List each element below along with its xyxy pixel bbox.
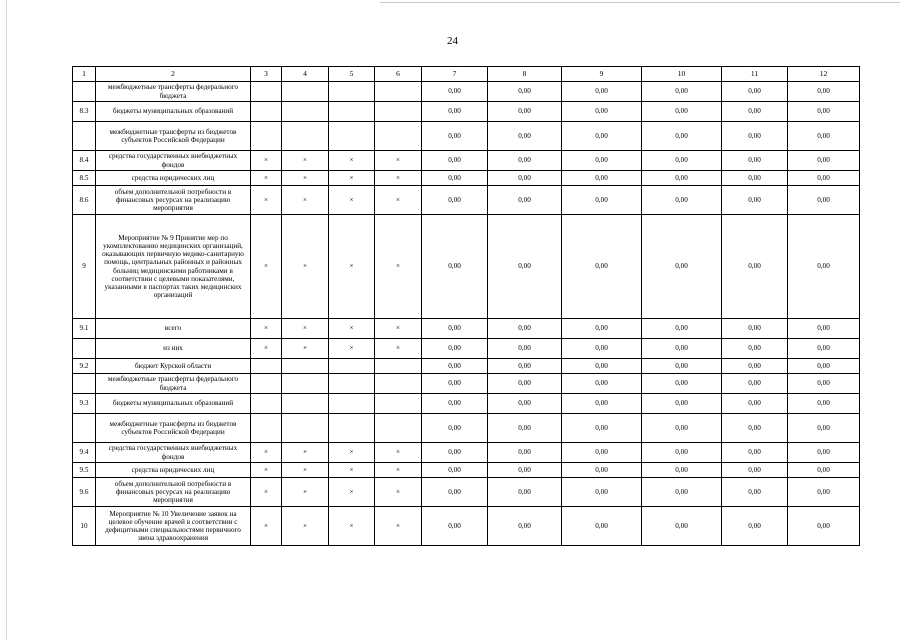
value-cell: 0,00 — [722, 319, 788, 339]
value-cell: 0,00 — [642, 151, 722, 171]
table-row — [73, 319, 860, 339]
mark-cell: × — [282, 478, 329, 507]
value-cell: 0,00 — [642, 82, 722, 102]
value-cell: 0,00 — [422, 507, 488, 546]
value-cell: 0,00 — [562, 82, 642, 102]
mark-cell: × — [329, 507, 375, 546]
mark-cell: × — [251, 478, 282, 507]
mark-cell: × — [375, 151, 422, 171]
table-row — [73, 507, 860, 546]
row-name-cell: объем дополнительной потребности в финансовых ресурсах на реализацию мероприятия — [96, 478, 251, 507]
value-cell: 0,00 — [642, 339, 722, 359]
mark-cell — [375, 82, 422, 102]
row-number-cell: 9.6 — [73, 478, 96, 507]
mark-cell: × — [251, 186, 282, 215]
row-name-cell: средства государственных внебюджетных фондов — [96, 151, 251, 171]
value-cell: 0,00 — [788, 374, 860, 394]
table-row — [73, 443, 860, 463]
value-cell: 0,00 — [562, 102, 642, 122]
header-cell: 12 — [788, 67, 860, 82]
mark-cell: × — [282, 507, 329, 546]
value-cell: 0,00 — [488, 394, 562, 414]
value-cell: 0,00 — [562, 151, 642, 171]
row-number-cell — [73, 414, 96, 443]
value-cell: 0,00 — [722, 463, 788, 478]
value-cell: 0,00 — [642, 319, 722, 339]
row-name-cell: бюджет Курской области — [96, 359, 251, 374]
value-cell: 0,00 — [722, 359, 788, 374]
mark-cell: × — [251, 507, 282, 546]
header-cell: 9 — [562, 67, 642, 82]
mark-cell: × — [282, 463, 329, 478]
mark-cell: × — [375, 339, 422, 359]
mark-cell — [282, 414, 329, 443]
value-cell: 0,00 — [422, 374, 488, 394]
mark-cell — [282, 359, 329, 374]
value-cell: 0,00 — [722, 82, 788, 102]
value-cell: 0,00 — [642, 507, 722, 546]
value-cell: 0,00 — [788, 122, 860, 151]
value-cell: 0,00 — [722, 215, 788, 319]
header-cell: 5 — [329, 67, 375, 82]
mark-cell — [375, 359, 422, 374]
value-cell: 0,00 — [562, 339, 642, 359]
value-cell: 0,00 — [422, 151, 488, 171]
value-cell: 0,00 — [562, 186, 642, 215]
value-cell: 0,00 — [562, 215, 642, 319]
value-cell: 0,00 — [422, 102, 488, 122]
value-cell: 0,00 — [422, 186, 488, 215]
value-cell: 0,00 — [722, 443, 788, 463]
value-cell: 0,00 — [422, 414, 488, 443]
mark-cell — [329, 394, 375, 414]
mark-cell — [251, 102, 282, 122]
value-cell: 0,00 — [642, 414, 722, 443]
table-row — [73, 414, 860, 443]
mark-cell: × — [375, 186, 422, 215]
header-row — [73, 67, 860, 82]
mark-cell — [251, 122, 282, 151]
mark-cell — [329, 359, 375, 374]
value-cell: 0,00 — [488, 171, 562, 186]
table-row — [73, 151, 860, 171]
mark-cell: × — [282, 215, 329, 319]
row-name-cell: средства юридических лиц — [96, 463, 251, 478]
mark-cell — [375, 394, 422, 414]
table-row — [73, 215, 860, 319]
mark-cell: × — [375, 215, 422, 319]
mark-cell: × — [329, 186, 375, 215]
value-cell: 0,00 — [422, 443, 488, 463]
row-number-cell: 9.4 — [73, 443, 96, 463]
mark-cell: × — [329, 171, 375, 186]
mark-cell — [329, 82, 375, 102]
value-cell: 0,00 — [562, 463, 642, 478]
mark-cell — [251, 82, 282, 102]
top-scan-line — [380, 2, 900, 3]
row-number-cell — [73, 122, 96, 151]
value-cell: 0,00 — [562, 171, 642, 186]
value-cell: 0,00 — [642, 122, 722, 151]
mark-cell: × — [375, 507, 422, 546]
row-number-cell: 9.3 — [73, 394, 96, 414]
mark-cell: × — [282, 339, 329, 359]
value-cell: 0,00 — [562, 122, 642, 151]
row-name-cell: всего — [96, 319, 251, 339]
row-name-cell: Мероприятие № 10 Увеличение заявок на целевое обучение врачей в соответствии с дефицитными специальностями первичного звена здравоохранения — [96, 507, 251, 546]
mark-cell: × — [329, 463, 375, 478]
mark-cell: × — [375, 319, 422, 339]
header-cell: 2 — [96, 67, 251, 82]
value-cell: 0,00 — [488, 319, 562, 339]
mark-cell: × — [251, 463, 282, 478]
mark-cell — [251, 359, 282, 374]
header-cell: 10 — [642, 67, 722, 82]
value-cell: 0,00 — [788, 443, 860, 463]
row-name-cell: межбюджетные трансферты федерального бюджета — [96, 82, 251, 102]
header-cell: 7 — [422, 67, 488, 82]
value-cell: 0,00 — [488, 82, 562, 102]
value-cell: 0,00 — [642, 463, 722, 478]
value-cell: 0,00 — [642, 478, 722, 507]
header-cell: 8 — [488, 67, 562, 82]
value-cell: 0,00 — [488, 102, 562, 122]
value-cell: 0,00 — [722, 414, 788, 443]
mark-cell — [375, 102, 422, 122]
value-cell: 0,00 — [642, 171, 722, 186]
value-cell: 0,00 — [722, 478, 788, 507]
mark-cell: × — [375, 171, 422, 186]
value-cell: 0,00 — [722, 171, 788, 186]
mark-cell: × — [329, 478, 375, 507]
page-edge-line — [6, 0, 7, 640]
value-cell: 0,00 — [788, 186, 860, 215]
mark-cell: × — [329, 215, 375, 319]
mark-cell — [329, 102, 375, 122]
value-cell: 0,00 — [788, 215, 860, 319]
value-cell: 0,00 — [488, 359, 562, 374]
row-number-cell: 8.4 — [73, 151, 96, 171]
row-name-cell: межбюджетные трансферты федерального бюджета — [96, 374, 251, 394]
value-cell: 0,00 — [422, 82, 488, 102]
mark-cell — [282, 394, 329, 414]
value-cell: 0,00 — [788, 359, 860, 374]
value-cell: 0,00 — [422, 319, 488, 339]
value-cell: 0,00 — [488, 151, 562, 171]
row-number-cell — [73, 374, 96, 394]
row-number-cell: 9 — [73, 215, 96, 319]
row-name-cell: из них — [96, 339, 251, 359]
table-row — [73, 463, 860, 478]
value-cell: 0,00 — [788, 151, 860, 171]
mark-cell: × — [251, 151, 282, 171]
row-name-cell: межбюджетные трансферты из бюджетов субъектов Российской Федерации — [96, 122, 251, 151]
value-cell: 0,00 — [642, 102, 722, 122]
value-cell: 0,00 — [642, 359, 722, 374]
value-cell: 0,00 — [788, 339, 860, 359]
value-cell: 0,00 — [722, 507, 788, 546]
value-cell: 0,00 — [722, 374, 788, 394]
row-number-cell — [73, 339, 96, 359]
value-cell: 0,00 — [488, 215, 562, 319]
table-row — [73, 82, 860, 102]
value-cell: 0,00 — [788, 102, 860, 122]
value-cell: 0,00 — [788, 82, 860, 102]
mark-cell — [329, 122, 375, 151]
mark-cell — [375, 122, 422, 151]
table-row — [73, 394, 860, 414]
value-cell: 0,00 — [488, 186, 562, 215]
mark-cell — [329, 414, 375, 443]
value-cell: 0,00 — [788, 319, 860, 339]
table-row — [73, 102, 860, 122]
row-name-cell: объем дополнительной потребности в финансовых ресурсах на реализацию мероприятия — [96, 186, 251, 215]
value-cell: 0,00 — [642, 374, 722, 394]
value-cell: 0,00 — [722, 186, 788, 215]
header-cell: 11 — [722, 67, 788, 82]
row-number-cell: 8.6 — [73, 186, 96, 215]
table-row — [73, 171, 860, 186]
mark-cell: × — [282, 151, 329, 171]
table-row — [73, 359, 860, 374]
value-cell: 0,00 — [722, 339, 788, 359]
value-cell: 0,00 — [722, 151, 788, 171]
value-cell: 0,00 — [562, 374, 642, 394]
budget-table — [72, 66, 860, 546]
value-cell: 0,00 — [788, 478, 860, 507]
row-number-cell: 9.5 — [73, 463, 96, 478]
value-cell: 0,00 — [722, 394, 788, 414]
value-cell: 0,00 — [488, 339, 562, 359]
value-cell: 0,00 — [562, 394, 642, 414]
value-cell: 0,00 — [422, 122, 488, 151]
mark-cell — [282, 102, 329, 122]
value-cell: 0,00 — [562, 319, 642, 339]
value-cell: 0,00 — [422, 359, 488, 374]
value-cell: 0,00 — [422, 463, 488, 478]
value-cell: 0,00 — [562, 507, 642, 546]
mark-cell: × — [329, 319, 375, 339]
header-cell: 4 — [282, 67, 329, 82]
value-cell: 0,00 — [788, 414, 860, 443]
page-number: 24 — [447, 35, 458, 47]
mark-cell: × — [251, 319, 282, 339]
value-cell: 0,00 — [642, 443, 722, 463]
mark-cell: × — [282, 186, 329, 215]
mark-cell: × — [282, 443, 329, 463]
mark-cell — [375, 414, 422, 443]
mark-cell: × — [251, 339, 282, 359]
row-number-cell — [73, 82, 96, 102]
value-cell: 0,00 — [642, 394, 722, 414]
header-cell: 1 — [73, 67, 96, 82]
row-name-cell: межбюджетные трансферты из бюджетов субъектов Российской Федерации — [96, 414, 251, 443]
value-cell: 0,00 — [562, 478, 642, 507]
value-cell: 0,00 — [422, 339, 488, 359]
row-number-cell: 10 — [73, 507, 96, 546]
mark-cell — [251, 374, 282, 394]
row-number-cell: 8.5 — [73, 171, 96, 186]
value-cell: 0,00 — [642, 186, 722, 215]
mark-cell: × — [282, 319, 329, 339]
value-cell: 0,00 — [422, 215, 488, 319]
row-number-cell: 9.1 — [73, 319, 96, 339]
mark-cell: × — [375, 443, 422, 463]
value-cell: 0,00 — [722, 122, 788, 151]
header-cell: 6 — [375, 67, 422, 82]
value-cell: 0,00 — [562, 443, 642, 463]
mark-cell: × — [329, 339, 375, 359]
header-cell: 3 — [251, 67, 282, 82]
mark-cell — [282, 122, 329, 151]
mark-cell: × — [329, 151, 375, 171]
mark-cell — [329, 374, 375, 394]
value-cell: 0,00 — [488, 374, 562, 394]
value-cell: 0,00 — [488, 478, 562, 507]
mark-cell: × — [375, 463, 422, 478]
value-cell: 0,00 — [488, 122, 562, 151]
value-cell: 0,00 — [788, 463, 860, 478]
value-cell: 0,00 — [488, 507, 562, 546]
mark-cell — [375, 374, 422, 394]
row-name-cell: бюджеты муниципальных образований — [96, 394, 251, 414]
value-cell: 0,00 — [422, 171, 488, 186]
value-cell: 0,00 — [488, 443, 562, 463]
row-name-cell: Мероприятие № 9 Принятие мер по укомплектованию медицинских организаций, оказывающих первичную медико-санитарную помощь, центральных районных и районных больниц медицинскими работниками в соответствии с целевыми показателями, указанными в паспортах таких медицинских организаций — [96, 215, 251, 319]
row-number-cell: 8.3 — [73, 102, 96, 122]
mark-cell: × — [375, 478, 422, 507]
row-name-cell: бюджеты муниципальных образований — [96, 102, 251, 122]
value-cell: 0,00 — [488, 414, 562, 443]
mark-cell — [251, 414, 282, 443]
table-row — [73, 478, 860, 507]
value-cell: 0,00 — [788, 507, 860, 546]
value-cell: 0,00 — [788, 394, 860, 414]
table-row — [73, 374, 860, 394]
value-cell: 0,00 — [422, 478, 488, 507]
value-cell: 0,00 — [722, 102, 788, 122]
mark-cell: × — [251, 171, 282, 186]
row-number-cell: 9.2 — [73, 359, 96, 374]
row-name-cell: средства государственных внебюджетных фондов — [96, 443, 251, 463]
value-cell: 0,00 — [488, 463, 562, 478]
mark-cell — [282, 374, 329, 394]
mark-cell — [251, 394, 282, 414]
mark-cell — [282, 82, 329, 102]
value-cell: 0,00 — [562, 359, 642, 374]
table-row — [73, 122, 860, 151]
table-row — [73, 339, 860, 359]
row-name-cell: средства юридических лиц — [96, 171, 251, 186]
mark-cell: × — [251, 443, 282, 463]
mark-cell: × — [251, 215, 282, 319]
value-cell: 0,00 — [642, 215, 722, 319]
table-row — [73, 186, 860, 215]
value-cell: 0,00 — [562, 414, 642, 443]
mark-cell: × — [329, 443, 375, 463]
value-cell: 0,00 — [788, 171, 860, 186]
value-cell: 0,00 — [422, 394, 488, 414]
mark-cell: × — [282, 171, 329, 186]
